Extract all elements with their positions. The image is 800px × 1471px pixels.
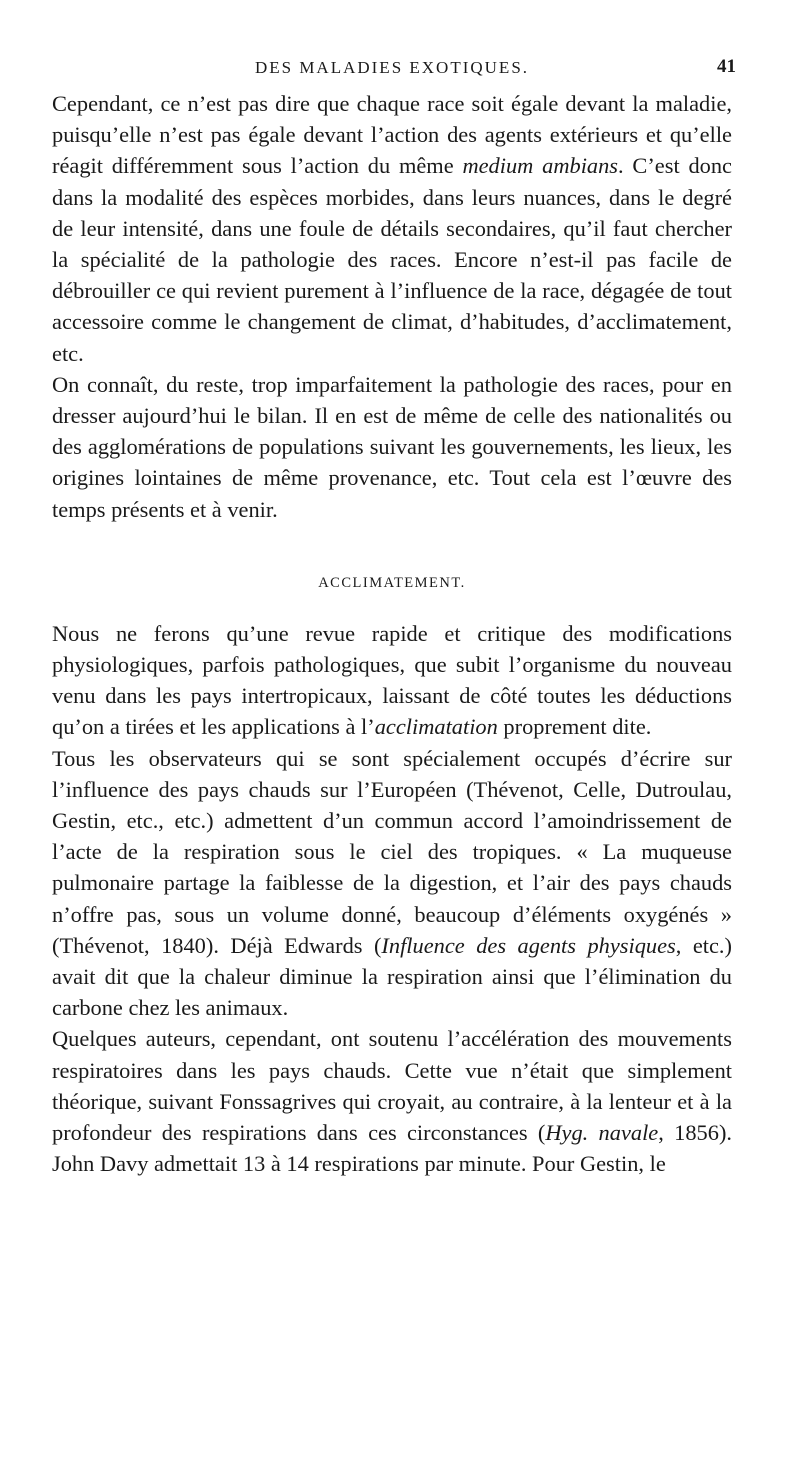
paragraph-3-rest: proprement dite. [497, 714, 652, 740]
running-head-title: DES MALADIES EXOTIQUES. [254, 58, 530, 77]
paragraph-4-italic: Influence des agents physiques [381, 932, 676, 958]
paragraph-3 [52, 618, 732, 743]
paragraph-1-rest: . C’est donc dans la modalité des espèces morbides, dans leurs nuances, dans le degré de leur intensité, dans une foule de détails secondaires, qu’il faut chercher la spécialité de la pathologie des races. Encore n’est-il pas facile de débrouiller ce qui revient purement à l’influence de la race, dégagée de tout accessoire comme le changement de climat, d’habitudes, d’acclimatement, etc. [52, 153, 732, 366]
running-head [52, 56, 736, 88]
section-heading: ACCLIMATEMENT. [318, 574, 466, 591]
paragraph-5-rest: , 1856). John Davy admettait 13 à 14 respirations par minute. Pour Gestin, le [52, 1120, 732, 1177]
paragraph-3-text: Nous ne ferons qu’une revue rapide et critique des modifications physiologiques, parfois pathologiques, que subit l’organisme du nouveau venu dans les pays intertropicaux, laissant de côté toutes les déductions qu’on a tirées et les applications à l’ [52, 620, 732, 740]
paragraph-4 [52, 743, 732, 1024]
paragraph-5-italic: Hyg. navale [545, 1120, 659, 1146]
page-number: 41 [717, 56, 736, 77]
paragraph-2: On connaît, du reste, trop imparfaitement la pathologie des races, pour en dresser aujourd’hui le bilan. Il en est de même de celle des nationalités ou des agglomérations de populations suivant les gouvernements, les lieux, les origines lointaines de même provenance, etc. Tout cela est l’œuvre des temps présents et à venir. [52, 371, 732, 522]
paragraph-4-rest: , etc.) avait dit que la chaleur diminue la respiration ainsi que l’élimination du carbone chez les animaux. [52, 932, 732, 1021]
paragraph-3-italic: acclimatation [374, 714, 498, 740]
paragraph-1 [52, 88, 732, 369]
paragraph-5-text: Quelques auteurs, cependant, ont soutenu l’accélération des mouvements respiratoires dans les pays chauds. Cette vue n’était que simplement théorique, suivant Fonssagrives qui croyait, au contraire, à la lenteur et à la profondeur des respirations dans ces circonstances ( [52, 1026, 732, 1146]
paragraph-4-text: Tous les observateurs qui se sont spécialement occupés d’écrire sur l’influence des pays chauds sur l’Européen (Thévenot, Celle, Dutroulau, Gestin, etc., etc.) admettent d’un commun accord l’amoindrissement de l’acte de la respiration sous le ciel des tropiques. « La muqueuse pulmonaire partage la faiblesse de la digestion, et l’air des pays chauds n’offre pas, sous un volume donné, beaucoup d’éléments oxygénés » (Thévenot, 1840). Déjà Edwards ( [52, 745, 732, 958]
paragraph-5 [52, 1023, 732, 1179]
paragraph-1-italic: medium ambians [462, 153, 619, 179]
paragraph-1-text: Cependant, ce n’est pas dire que chaque race soit égale devant la maladie, puisqu’elle n’est pas égale devant l’action des agents extérieurs et qu’elle réagit différemment sous l’action du même [52, 91, 732, 179]
book-page [52, 56, 736, 1180]
